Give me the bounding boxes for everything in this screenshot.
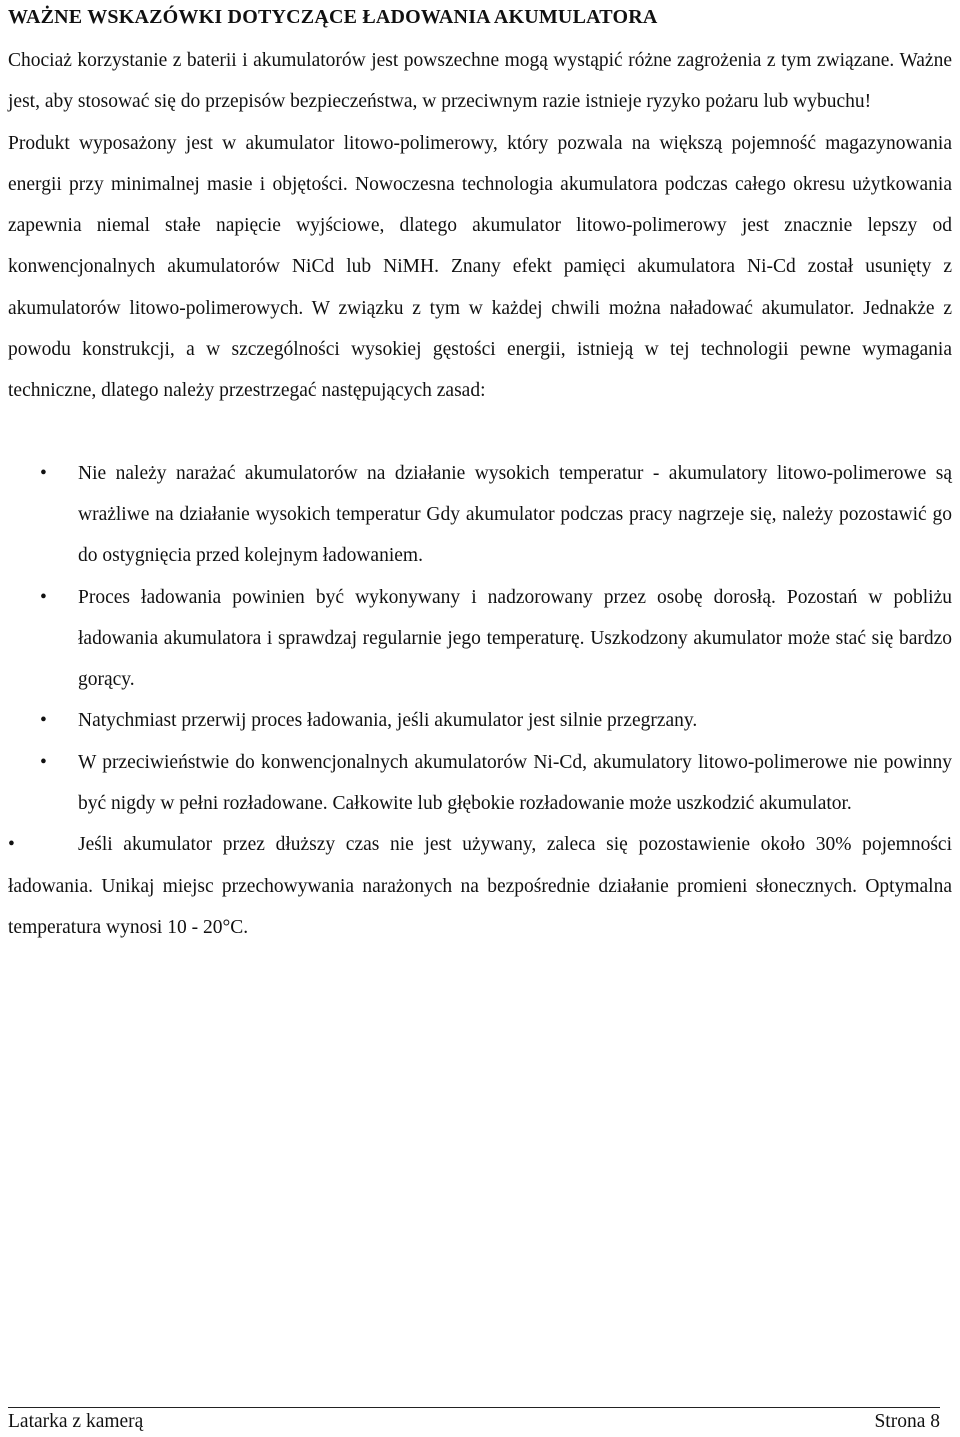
list-item-text: W przeciwieństwie do konwencjonalnych akumulatorów Ni-Cd, akumulatory litowo-polimerowe nie powinny być nigdy w pełni rozładowane. Całkowite lub głębokie rozładowanie może uszkodzić akumulator. xyxy=(78,751,952,815)
bullet-icon: • xyxy=(40,586,47,608)
footer-document-name: Latarka z kamerą xyxy=(8,1411,144,1432)
list-item-text: Nie należy narażać akumulatorów na działanie wysokich temperatur - akumulatory litowo-polimerowe są wrażliwe na działanie wysokich temperatur Gdy akumulator podczas pracy nagrzeje się, należy pozostawić go do ostygnięcia przed kolejnym ładowaniem. xyxy=(78,462,952,567)
bullet-icon: • xyxy=(40,462,47,484)
list-item xyxy=(8,453,952,577)
list-item xyxy=(8,742,952,825)
document-page xyxy=(8,0,952,948)
safety-rules-list xyxy=(8,453,952,825)
document-title: WAŻNE WSKAZÓWKI DOTYCZĄCE ŁADOWANIA AKUMULATORA xyxy=(8,6,658,28)
intro-paragraph: Chociaż korzystanie z baterii i akumulatorów jest powszechne mogą wystąpić różne zagrożenia z tym związane. Ważne jest, aby stosować się do przepisów bezpieczeństwa, w przeciwnym razie istnieje ryzyko pożaru lub wybuchu! xyxy=(8,50,952,113)
storage-rule-text: Jeśli akumulator przez dłuższy czas nie jest używany, zaleca się pozostawienie około 30% pojemności ładowania. Unikaj miejsc przechowywania narażonych na bezpośrednie działanie promieni słonecznych. Optymalna temperatura wynosi 10 - 20°C. xyxy=(8,834,952,938)
page-footer xyxy=(8,1407,940,1437)
list-item-text: Natychmiast przerwij proces ładowania, jeśli akumulator jest silnie przegrzany. xyxy=(78,710,698,732)
bullet-icon: • xyxy=(8,834,15,856)
bullet-icon: • xyxy=(40,751,47,773)
footer-page-number: Strona 8 xyxy=(874,1411,940,1432)
bullet-icon: • xyxy=(40,710,47,732)
list-item xyxy=(8,577,952,701)
technology-paragraph: Produkt wyposażony jest w akumulator litowo-polimerowy, który pozwala na większą pojemność magazynowania energii przy minimalnej masie i objętości. Nowoczesna technologia akumulatora podczas całego okresu użytkowania zapewnia niemal stałe napięcie wyjściowe, dlatego akumulator litowo-polimerowy jest znacznie lepszy od konwencjonalnych akumulatorów NiCd lub NiMH. Znany efekt pamięci akumulatora Ni-Cd został usunięty z akumulatorów litowo-polimerowych. W związku z tym w każdej chwili można naładować akumulator. Jednakże z powodu konstrukcji, a w szczególności wysokiej gęstości energii, istnieją w tej technologii pewne wymagania techniczne, dlatego należy przestrzegać następujących zasad: xyxy=(8,132,952,402)
list-item-text: Proces ładowania powinien być wykonywany i nadzorowany przez osobę dorosłą. Pozostań w pobliżu ładowania akumulatora i sprawdzaj regularnie jego temperaturę. Uszkodzony akumulator może stać się bardzo gorący. xyxy=(78,586,952,691)
list-item xyxy=(8,700,952,741)
storage-rule-item xyxy=(8,824,952,948)
